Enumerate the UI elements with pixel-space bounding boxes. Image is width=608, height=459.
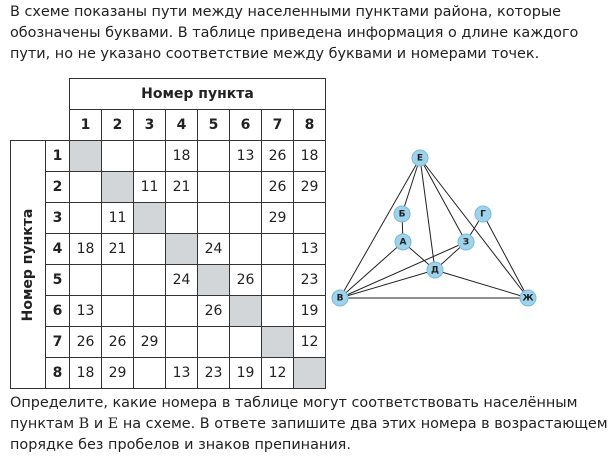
node-zh (520, 290, 536, 306)
table-cell (198, 172, 230, 203)
row-number: 6 (46, 296, 70, 327)
row-number: 3 (46, 203, 70, 234)
node-label: Г (480, 209, 486, 220)
table-cell (134, 141, 166, 172)
table-row (11, 265, 326, 296)
table-cell (134, 234, 166, 265)
table-cell (102, 172, 134, 203)
table-cell (70, 141, 102, 172)
question-paragraph (10, 393, 608, 456)
row-header-label: Номер пункта (20, 208, 36, 321)
node-label: З (462, 237, 470, 248)
route-graph (330, 148, 545, 308)
question-line-2: пунктам В и Е на схеме. В ответе запишите два этих номера в возрастающем (10, 416, 608, 432)
table-row (11, 327, 326, 358)
table-cell (102, 141, 134, 172)
question-line-3: порядке без пробелов и знаков препинания. (10, 437, 351, 453)
table-cell: 24 (198, 234, 230, 265)
intro-line-2: обозначены буквами. В таблице приведена информация о длине каждого (10, 25, 579, 41)
column-number: 2 (102, 110, 134, 141)
table-cell (198, 265, 230, 296)
intro-line-1: В схеме показаны пути между населенными пунктами района, которые (10, 4, 562, 20)
table-cell (230, 234, 262, 265)
node-a (395, 234, 411, 250)
table-cell (70, 172, 102, 203)
intro-line-3: пути, но не указано соответствие между буквами и номерами точек. (10, 46, 540, 62)
edge-a-v (340, 242, 403, 298)
table-cell: 13 (166, 358, 198, 389)
corner-cell (11, 79, 46, 110)
table-cell: 13 (294, 234, 326, 265)
node-b (394, 206, 410, 222)
table-row (11, 296, 326, 327)
table-cell (230, 327, 262, 358)
table-cell: 12 (294, 327, 326, 358)
node-e (412, 150, 428, 166)
table-cell: 26 (102, 327, 134, 358)
table-cell: 21 (166, 172, 198, 203)
table-cell (70, 265, 102, 296)
table-cell: 18 (70, 234, 102, 265)
point-v-label: В (78, 416, 90, 432)
node-label: Д (430, 265, 440, 276)
table-cell: 13 (70, 296, 102, 327)
table-cell (198, 141, 230, 172)
corner-cell (46, 79, 70, 110)
table-cell: 11 (102, 203, 134, 234)
table-cell (166, 203, 198, 234)
row-header (11, 141, 46, 389)
table-cell (230, 296, 262, 327)
table-cell: 19 (230, 358, 262, 389)
node-v (332, 290, 348, 306)
column-number: 4 (166, 110, 198, 141)
column-number: 8 (294, 110, 326, 141)
row-number: 4 (46, 234, 70, 265)
edge-e-b (402, 158, 420, 214)
table-cell: 18 (294, 141, 326, 172)
column-number: 6 (230, 110, 262, 141)
table-cell (134, 265, 166, 296)
table-cell (70, 203, 102, 234)
table-cell: 19 (294, 296, 326, 327)
table-cell: 29 (102, 358, 134, 389)
node-g (475, 206, 491, 222)
column-number: 5 (198, 110, 230, 141)
table-cell (102, 296, 134, 327)
node-label: Б (398, 209, 406, 220)
table-cell: 11 (134, 172, 166, 203)
table-cell (166, 327, 198, 358)
table-cell (230, 203, 262, 234)
table-row (11, 172, 326, 203)
table-cell (262, 327, 294, 358)
table-cell: 21 (102, 234, 134, 265)
node-label: Е (416, 153, 424, 164)
column-header: Номер пункта (70, 79, 326, 110)
table-cell: 26 (230, 265, 262, 296)
table-cell: 29 (262, 203, 294, 234)
table-cell (198, 203, 230, 234)
edge-d-zh (435, 270, 528, 298)
table-row (11, 358, 326, 389)
table-cell (230, 172, 262, 203)
intro-paragraph (10, 2, 579, 65)
node-label: В (336, 293, 344, 304)
table-cell: 29 (294, 172, 326, 203)
point-e-label: Е (107, 416, 119, 432)
node-z (458, 234, 474, 250)
edge-e-z (420, 158, 466, 242)
table-row (11, 203, 326, 234)
row-number: 7 (46, 327, 70, 358)
edge-d-v (340, 270, 435, 298)
table-cell: 18 (166, 141, 198, 172)
edge-e-v (340, 158, 420, 298)
node-label: Ж (522, 293, 534, 304)
column-number: 1 (70, 110, 102, 141)
node-d (427, 262, 443, 278)
table-cell: 13 (230, 141, 262, 172)
table-cell: 12 (262, 358, 294, 389)
table-row (11, 141, 326, 172)
row-number: 5 (46, 265, 70, 296)
table-cell: 23 (294, 265, 326, 296)
table-cell (134, 296, 166, 327)
table-cell: 26 (198, 296, 230, 327)
row-number: 2 (46, 172, 70, 203)
table-cell (134, 203, 166, 234)
table-cell: 26 (70, 327, 102, 358)
table-cell (166, 296, 198, 327)
table-cell (294, 203, 326, 234)
row-number: 1 (46, 141, 70, 172)
table-cell: 26 (262, 172, 294, 203)
edge-g-zh (483, 214, 528, 298)
table-row (11, 234, 326, 265)
column-number: 3 (134, 110, 166, 141)
distance-table (10, 78, 326, 389)
column-number: 7 (262, 110, 294, 141)
table-cell (262, 296, 294, 327)
table-cell: 26 (262, 141, 294, 172)
row-number: 8 (46, 358, 70, 389)
table-cell: 24 (166, 265, 198, 296)
corner-cell (46, 110, 70, 141)
table-cell (294, 358, 326, 389)
table-cell: 29 (134, 327, 166, 358)
table-cell: 23 (198, 358, 230, 389)
table-cell: 18 (70, 358, 102, 389)
table-cell (262, 234, 294, 265)
corner-cell (11, 110, 46, 141)
table-cell (166, 234, 198, 265)
table-cell (102, 265, 134, 296)
question-line-1: Определите, какие номера в таблице могут соответствовать населённым (10, 395, 578, 411)
node-label: А (399, 237, 407, 248)
table-cell (198, 327, 230, 358)
table-cell (134, 358, 166, 389)
table-cell (262, 265, 294, 296)
